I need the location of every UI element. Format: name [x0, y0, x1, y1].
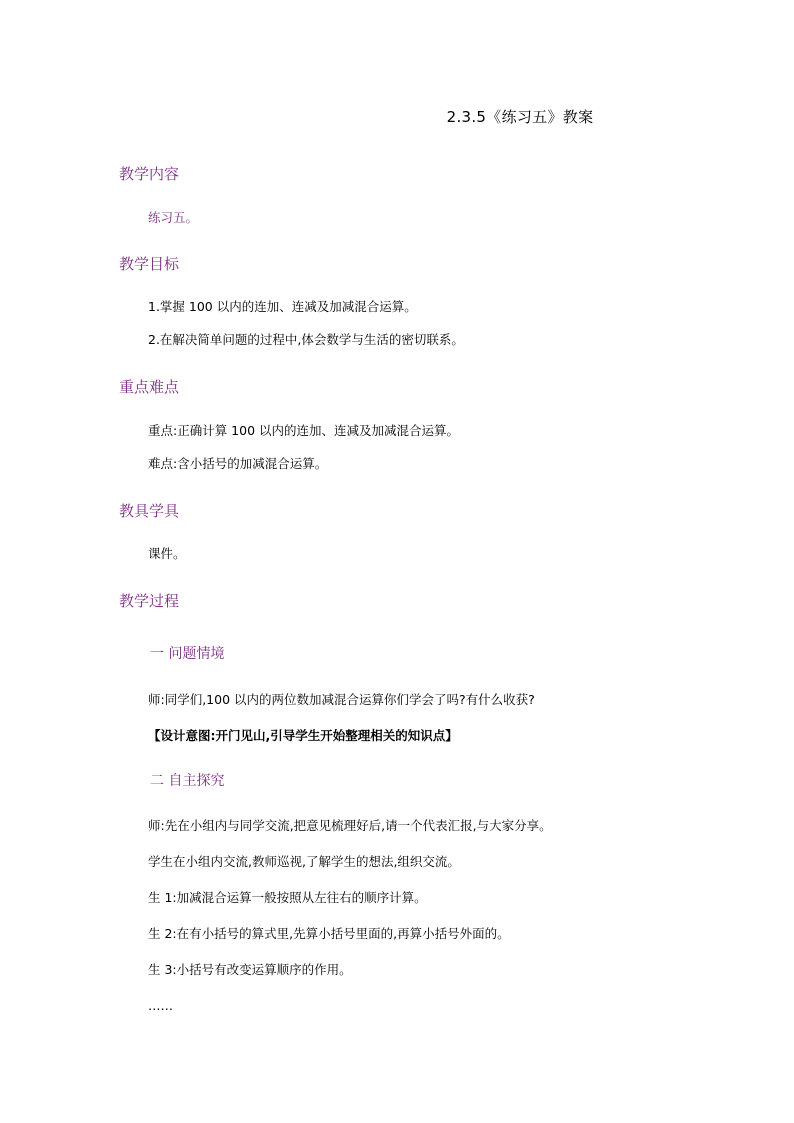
subheading-problem-situation: 一 问题情境: [150, 646, 225, 662]
process-part2-item-2: 学生在小组内交流,教师巡视,了解学生的想法,组织交流。: [148, 854, 460, 869]
process-part1-item-2: 【设计意图:开门见山,引导学生开始整理相关的知识点】: [148, 728, 458, 743]
process-part2-item-4: 生 2:在有小括号的算式里,先算小括号里面的,再算小括号外面的。: [148, 926, 510, 941]
heading-teaching-process: 教学过程: [119, 592, 180, 610]
heading-teaching-tools: 教具学具: [119, 502, 180, 520]
teaching-tools-text: 课件。: [148, 546, 186, 561]
document-title-text: 2.3.5《练习五》教案: [446, 108, 594, 126]
heading-key-points: 重点难点: [119, 378, 180, 396]
goal-item-2: 2.在解决简单问题的过程中,体会数学与生活的密切联系。: [148, 332, 464, 347]
process-part1-item-1: 师:同学们,100 以内的两位数加减混合运算你们学会了吗?有什么收获?: [148, 692, 535, 707]
heading-teaching-goals: 教学目标: [119, 255, 180, 273]
teaching-content-text: 练习五。: [148, 210, 199, 225]
process-part2-item-5: 生 3:小括号有改变运算顺序的作用。: [148, 962, 352, 977]
heading-teaching-content: 教学内容: [119, 165, 180, 183]
process-part2-item-1: 师:先在小组内与同学交流,把意见梳理好后,请一个代表汇报,与大家分享。: [148, 818, 552, 833]
process-part2-item-3: 生 1:加减混合运算一般按照从左往右的顺序计算。: [148, 890, 427, 905]
goal-item-1: 1.掌握 100 以内的连加、连减及加减混合运算。: [148, 299, 417, 314]
key-point-item-2: 难点:含小括号的加减混合运算。: [148, 456, 328, 471]
subheading-self-exploration: 二 自主探究: [150, 773, 225, 789]
process-part2-ellipsis: ……: [148, 998, 173, 1013]
document-title: [0, 106, 794, 128]
key-point-item-1: 重点:正确计算 100 以内的连加、连减及加减混合运算。: [148, 423, 460, 438]
